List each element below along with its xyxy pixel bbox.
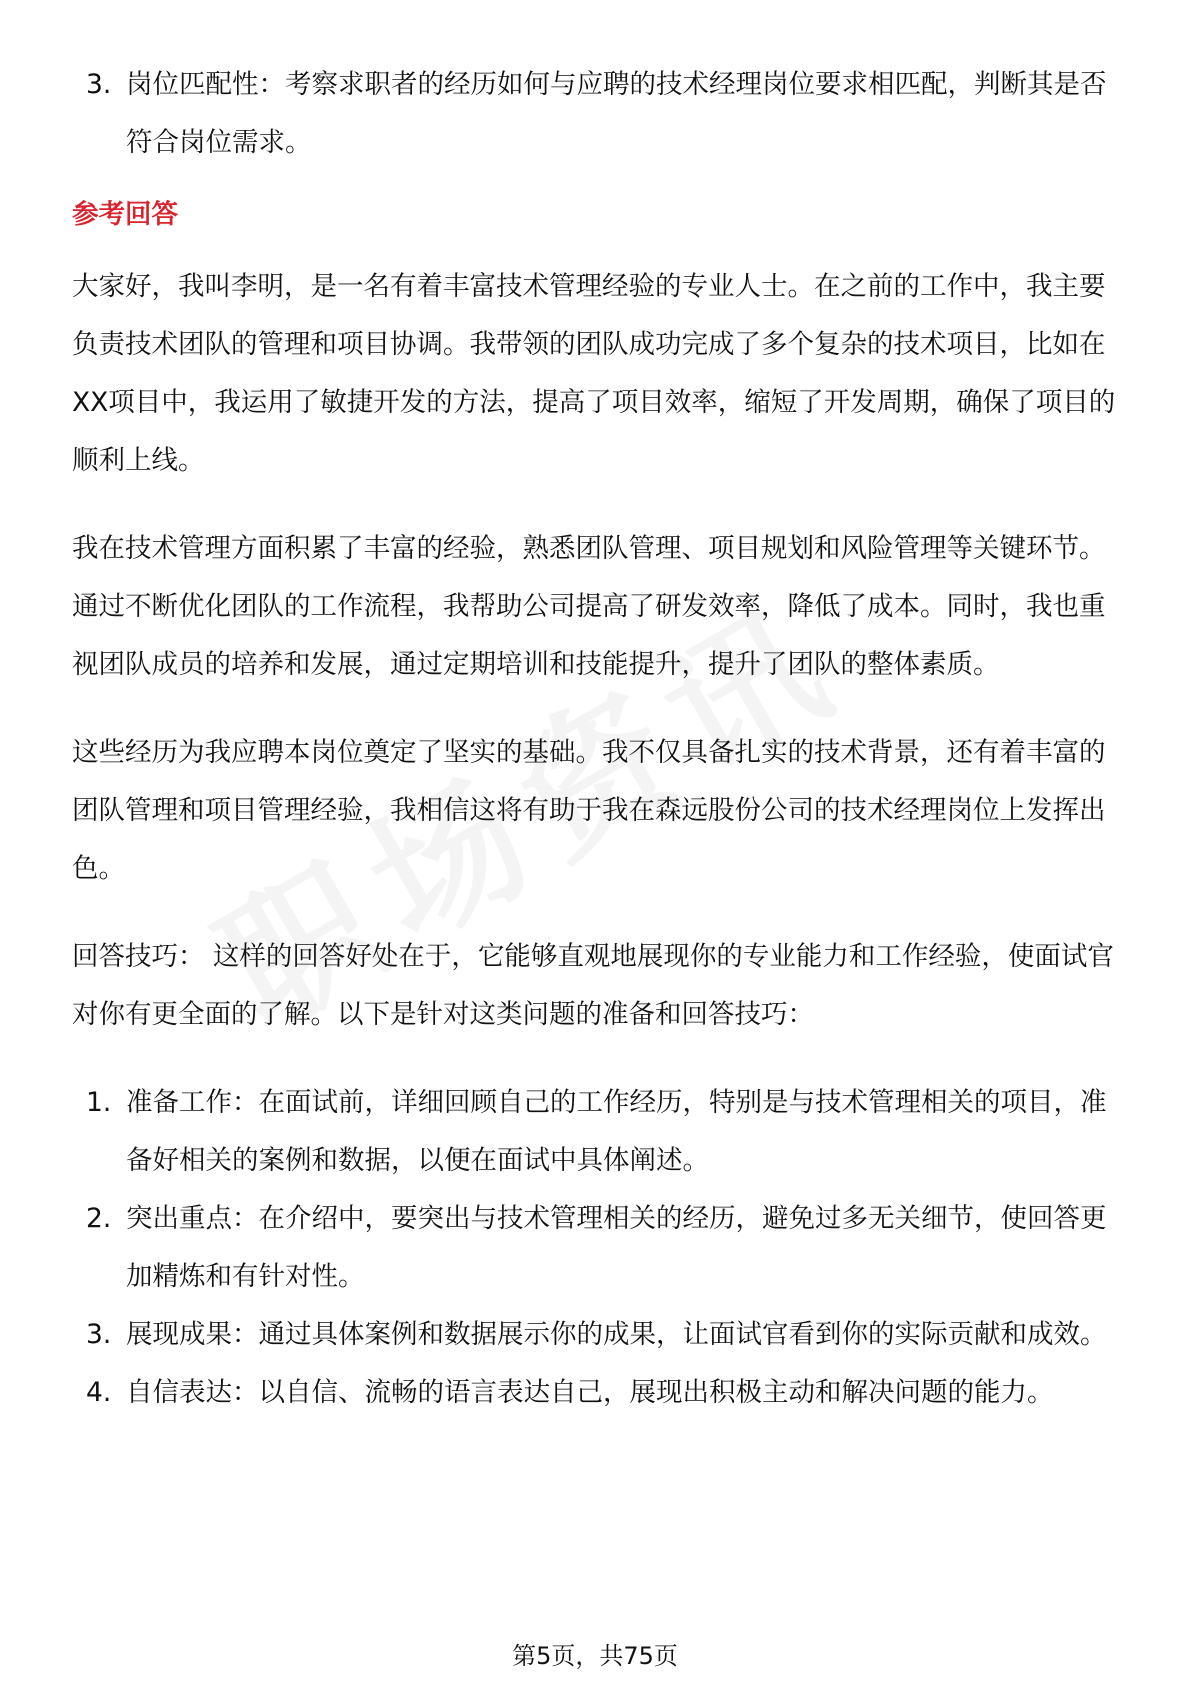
list-number: 2.	[86, 1203, 112, 1234]
list-text: 突出重点：在介绍中，要突出与技术管理相关的经历，避免过多无关细节，使回答更加精炼和有针对性。	[126, 1203, 1107, 1292]
list-text: 岗位匹配性：考察求职者的经历如何与应聘的技术经理岗位要求相匹配，判断其是否符合岗位需求。	[126, 69, 1107, 158]
list-item	[72, 1074, 1122, 1190]
content	[72, 56, 1122, 1422]
list-item	[72, 56, 1122, 172]
page-footer: 第5页，共75页	[512, 1642, 678, 1670]
list-number: 3.	[86, 1319, 112, 1350]
answer-paragraph: 大家好，我叫李明，是一名有着丰富技术管理经验的专业人士。在之前的工作中，我主要负责技术团队的管理和项目协调。我带领的团队成功完成了多个复杂的技术项目，比如在XX项目中，我运用了敏捷开发的方法，提高了项目效率，缩短了开发周期，确保了项目的顺利上线。	[72, 271, 1116, 476]
list-text: 自信表达：以自信、流畅的语言表达自己，展现出积极主动和解决问题的能力。	[126, 1377, 1054, 1408]
list-text: 准备工作：在面试前，详细回顾自己的工作经历，特别是与技术管理相关的项目，准备好相关的案例和数据，以便在面试中具体阐述。	[126, 1087, 1107, 1176]
answer-paragraph: 这些经历为我应聘本岗位奠定了坚实的基础。我不仅具备扎实的技术背景，还有着丰富的团队管理和项目管理经验，我相信这将有助于我在森远股份公司的技术经理岗位上发挥出色。	[72, 737, 1106, 884]
answer-paragraph: 我在技术管理方面积累了丰富的经验，熟悉团队管理、项目规划和风险管理等关键环节。通过不断优化团队的工作流程，我帮助公司提高了研发效率，降低了成本。同时，我也重视团队成员的培养和发展，通过定期培训和技能提升，提升了团队的整体素质。	[72, 533, 1106, 680]
list-item	[72, 1364, 1122, 1422]
criteria-list	[72, 56, 1122, 172]
list-text: 展现成果：通过具体案例和数据展示你的成果，让面试官看到你的实际贡献和成效。	[126, 1319, 1107, 1350]
tips-list	[72, 1074, 1122, 1422]
list-item	[72, 1306, 1122, 1364]
list-item	[72, 1190, 1122, 1306]
list-number: 1.	[86, 1087, 112, 1118]
list-number: 3.	[86, 69, 112, 100]
tips-intro-paragraph: 回答技巧： 这样的回答好处在于，它能够直观地展现你的专业能力和工作经验，使面试官对你有更全面的了解。以下是针对这类问题的准备和回答技巧：	[72, 941, 1114, 1030]
list-number: 4.	[86, 1377, 112, 1408]
section-heading: 参考回答	[72, 199, 178, 230]
